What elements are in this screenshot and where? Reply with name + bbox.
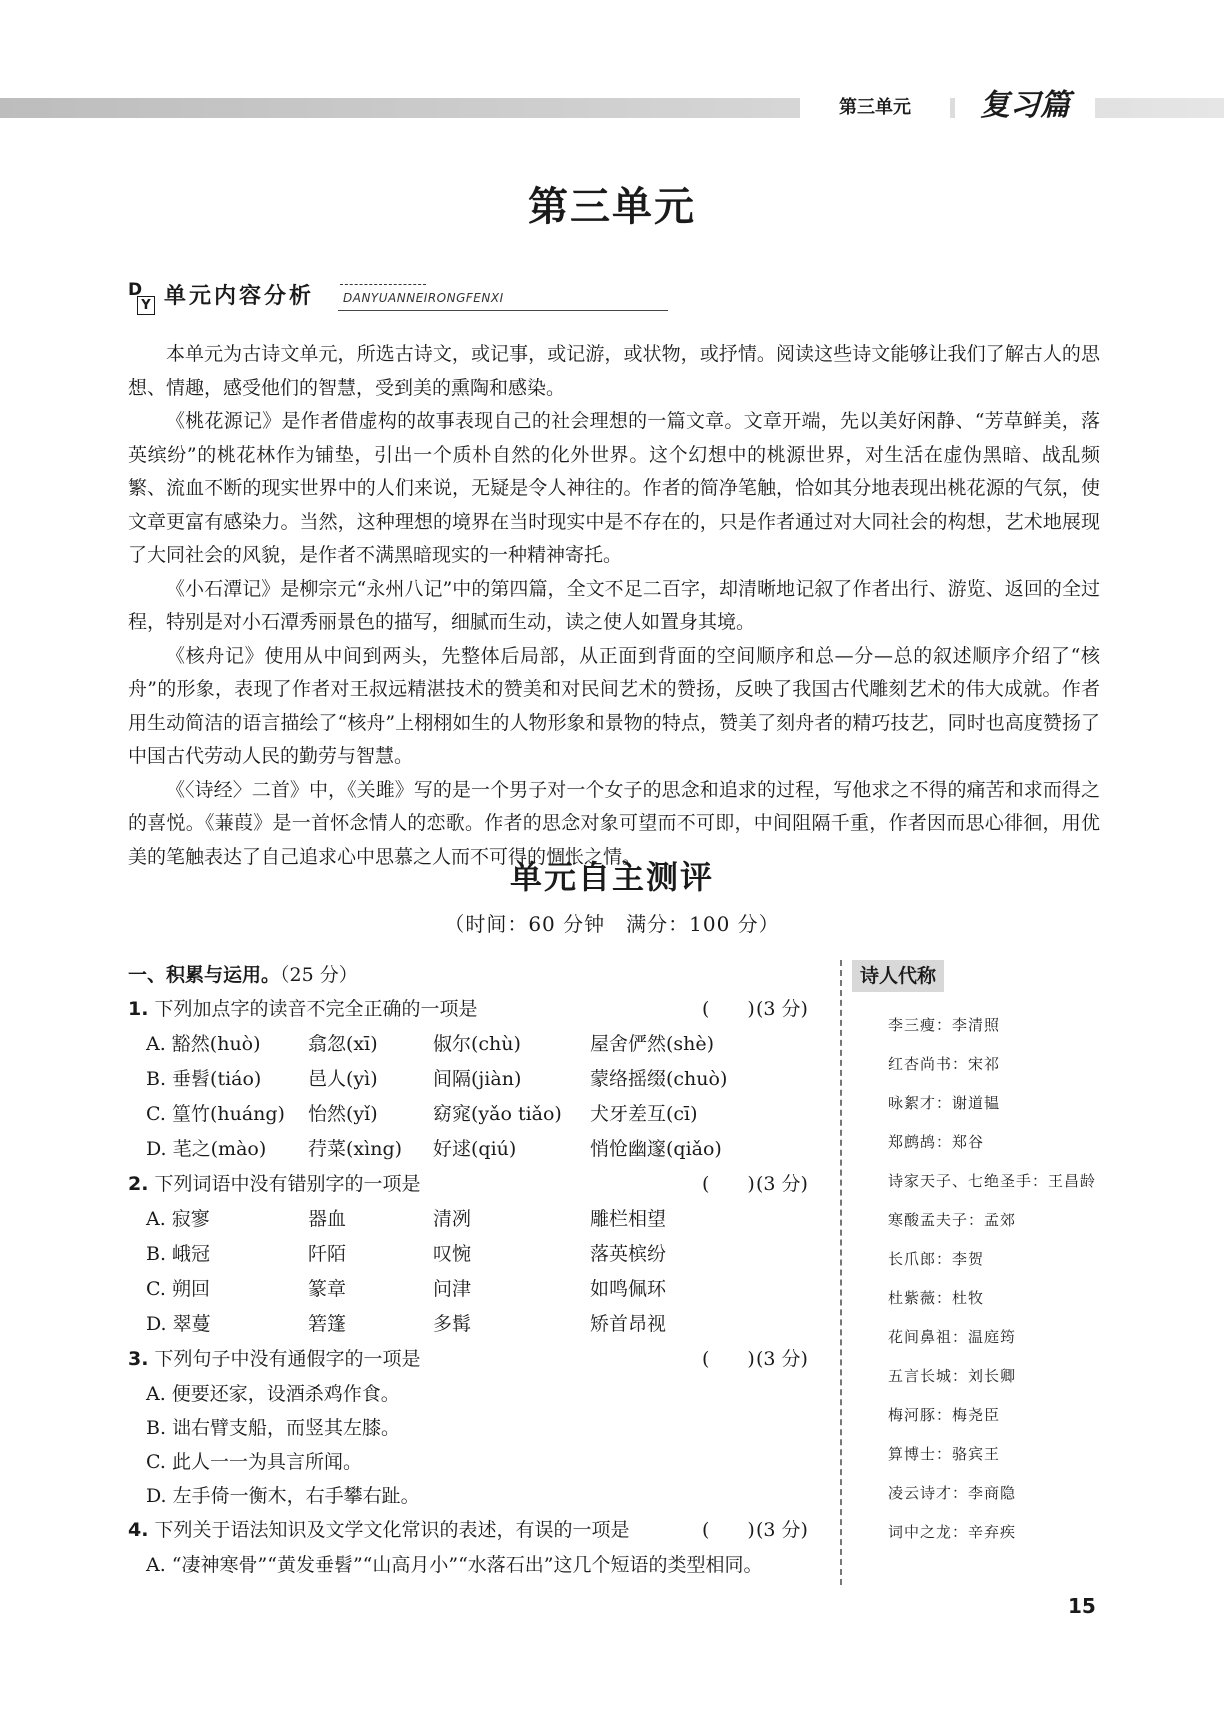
sidebar-item: 寒酸孟夫子：孟郊 [888, 1211, 1017, 1229]
question-number: 4. [128, 1519, 149, 1541]
sidebar-item: 杜紫薇：杜牧 [888, 1289, 985, 1307]
sidebar-item: 算博士：骆宾王 [888, 1445, 1001, 1463]
question-points: (3 分) [756, 1173, 808, 1195]
header-unit-label: 第三单元 [800, 96, 950, 120]
analysis-subtitle: DANYUANNEIRONGFENXI [343, 291, 504, 305]
sidebar-item: 梅河豚：梅尧臣 [888, 1406, 1001, 1424]
page-title: 第三单元 [528, 183, 696, 230]
option-row [128, 1237, 828, 1272]
option-cell: 犬牙差互(cī) [590, 1103, 698, 1125]
option-cell: 俶尔(chù) [433, 1033, 521, 1055]
option-cell: B. 峨冠 [146, 1243, 211, 1265]
option-cell: 蒙络摇缀(chuò) [590, 1068, 728, 1090]
option-row [128, 1132, 828, 1167]
option-cell: 窈窕(yǎo tiǎo) [433, 1103, 562, 1125]
option-row [128, 1062, 828, 1097]
option-sentence: A. 便要还家，设酒杀鸡作食。 [146, 1383, 400, 1405]
question-number: 3. [128, 1348, 149, 1370]
logo-letter-y: Y [137, 296, 155, 315]
option-sentence: C. 此人一一为具言所闻。 [146, 1451, 362, 1473]
question-list [128, 958, 828, 1582]
option-sentence: D. 左手倚一衡木，右手攀右趾。 [146, 1485, 420, 1507]
option-row [128, 1097, 828, 1132]
option-cell: D. 芼之(mào) [146, 1138, 267, 1160]
sidebar-title: 诗人代称 [852, 960, 944, 992]
section-label: 一、积累与运用。 [128, 964, 281, 986]
option-cell: 悄怆幽邃(qiǎo) [590, 1138, 722, 1160]
option-cell: A. 寂寥 [146, 1208, 210, 1230]
section-score: （25 分） [280, 964, 358, 986]
sidebar-item: 花间鼻祖：温庭筠 [888, 1328, 1017, 1346]
analysis-heading [128, 282, 548, 316]
question-3 [128, 1342, 828, 1377]
question-2 [128, 1167, 828, 1202]
answer-blank[interactable]: ( ) [702, 998, 755, 1020]
paragraph: 《小石潭记》是柳宗元“永州八记”中的第四篇，全文不足二百字，却清晰地记叙了作者出行、游览、返回的全过程，特别是对小石潭秀丽景色的描写，细腻而生动，读之使人如置身其境。 [128, 577, 1100, 633]
question-number: 2. [128, 1173, 149, 1195]
answer-blank[interactable]: ( ) [702, 1348, 755, 1370]
sidebar-item: 词中之龙：辛弃疾 [888, 1523, 1017, 1541]
option-cell: 翕忽(xī) [308, 1033, 378, 1055]
option-row [128, 1307, 828, 1342]
option-cell: 屋舍俨然(shè) [590, 1033, 715, 1055]
option-cell: 叹惋 [433, 1243, 472, 1265]
option-cell: 如鸣佩环 [590, 1278, 667, 1300]
sidebar-item: 李三瘦：李清照 [888, 1016, 1001, 1034]
option-cell: A. 豁然(huò) [146, 1033, 261, 1055]
paragraph: 《〈诗经〉二首》中，《关雎》写的是一个男子对一个女子的思念和追求的过程，写他求之不得的痛苦和求而得之的喜悦。《蒹葭》是一首怀念情人的恋歌。作者的思念对象可望而不可即，中间阻隔千重，作者因而思心徘徊，用优美的笔触表达了自己追求心中思慕之人而不可得的惆怅之情。 [128, 778, 1100, 868]
question-points: (3 分) [756, 998, 808, 1020]
option-cell: 矫首昂视 [590, 1313, 667, 1335]
question-stem: 下列加点字的读音不完全正确的一项是 [154, 998, 478, 1020]
analysis-title: 单元内容分析 [164, 284, 315, 309]
page-number: 15 [1068, 1594, 1096, 1618]
sidebar-item: 咏絮才：谢道韫 [888, 1094, 1001, 1112]
option-cell: 好逑(qiú) [433, 1138, 517, 1160]
paragraph: 本单元为古诗文单元，所选古诗文，或记事，或记游，或状物，或抒情。阅读这些诗文能够让我们了解古人的思想、情趣，感受他们的智慧，受到美的熏陶和感染。 [128, 343, 1100, 399]
logo-letter-d: D [128, 280, 143, 300]
heading-underline [338, 310, 668, 311]
test-meta: （时间：60 分钟 满分：100 分） [444, 912, 780, 936]
test-title: 单元自主测评 [509, 858, 714, 896]
option-cell: C. 朔回 [146, 1278, 210, 1300]
question-stem: 下列关于语法知识及文学文化常识的表述，有误的一项是 [154, 1519, 630, 1541]
question-points: (3 分) [756, 1519, 808, 1541]
option-sentence: B. 诎右臂支船，而竖其左膝。 [146, 1417, 401, 1439]
sidebar-item: 郑鹧鸪：郑谷 [888, 1133, 985, 1151]
option-row [128, 1027, 828, 1062]
question-number: 1. [128, 998, 149, 1020]
option-row [128, 1272, 828, 1307]
sidebar-item: 诗家天子、七绝圣手：王昌龄 [888, 1172, 1097, 1190]
option-cell: 箬篷 [308, 1313, 347, 1335]
answer-blank[interactable]: ( ) [702, 1519, 755, 1541]
option-cell: 间隔(jiàn) [433, 1068, 522, 1090]
section-heading [128, 958, 828, 992]
header-section-label: 复习篇 [955, 86, 1095, 126]
option-cell: 清冽 [433, 1208, 472, 1230]
option-cell: 篆章 [308, 1278, 347, 1300]
option-cell: 阡陌 [308, 1243, 347, 1265]
option-row [128, 1202, 828, 1237]
sidebar-item: 五言长城：刘长卿 [888, 1367, 1017, 1385]
option-cell: 落英槟纷 [590, 1243, 667, 1265]
sidebar [852, 960, 1102, 1552]
sidebar-list [852, 1006, 1102, 1552]
question-1 [128, 992, 828, 1027]
answer-blank[interactable]: ( ) [702, 1173, 755, 1195]
option-cell: 怡然(yǐ) [308, 1103, 378, 1125]
heading-dashed-line [340, 284, 426, 285]
option-cell: 荇菜(xìng) [308, 1138, 403, 1160]
paragraph: 《桃花源记》是作者借虚构的故事表现自己的社会理想的一篇文章。文章开端，先以美好闲静、“芳草鲜美，落英缤纷”的桃花林作为铺垫，引出一个质朴自然的化外世界。这个幻想中的桃源世界，对生活在虚伪黑暗、战乱频繁、流血不断的现实世界中的人们来说，无疑是令人神往的。作者的简净笔触，恰如其分地表现出桃花源的气氛，使文章更富有感染力。当然，这种理想的境界在当时现实中是不存在的，只是作者通过对大同社会的构想，艺术地展现了大同社会的风貌，是作者不满黑暗现实的一种精神寄托。 [128, 410, 1100, 566]
sidebar-item: 凌云诗才：李商隐 [888, 1484, 1017, 1502]
analysis-body [128, 338, 1100, 874]
question-stem: 下列词语中没有错别字的一项是 [154, 1173, 421, 1195]
option-cell: C. 篁竹(huáng) [146, 1103, 285, 1125]
dy-logo-icon [128, 282, 154, 314]
option-cell: 多髯 [433, 1313, 472, 1335]
option-cell: B. 垂髫(tiáo) [146, 1068, 262, 1090]
option-cell: 器血 [308, 1208, 347, 1230]
question-stem: 下列句子中没有通假字的一项是 [154, 1348, 421, 1370]
option-cell: D. 翠蔓 [146, 1313, 211, 1335]
option-cell: 问津 [433, 1278, 472, 1300]
option-cell: 邑人(yì) [308, 1068, 378, 1090]
option-sentence: A. “凄神寒骨”“黄发垂髫”“山高月小”“水落石出”这几个短语的类型相同。 [146, 1554, 763, 1576]
question-4 [128, 1513, 828, 1548]
option-cell: 雕栏相望 [590, 1208, 667, 1230]
sidebar-divider [840, 960, 842, 1585]
sidebar-item: 长爪郎：李贺 [888, 1250, 985, 1268]
sidebar-item: 红杏尚书：宋祁 [888, 1055, 1001, 1073]
question-points: (3 分) [756, 1348, 808, 1370]
paragraph: 《核舟记》使用从中间到两头，先整体后局部，从正面到背面的空间顺序和总—分—总的叙述顺序介绍了“核舟”的形象，表现了作者对王叔远精湛技术的赞美和对民间艺术的赞扬，反映了我国古代雕刻艺术的伟大成就。作者用生动简洁的语言描绘了“核舟”上栩栩如生的人物形象和景物的特点，赞美了刻舟者的精巧技艺，同时也高度赞扬了中国古代劳动人民的勤劳与智慧。 [128, 644, 1100, 767]
